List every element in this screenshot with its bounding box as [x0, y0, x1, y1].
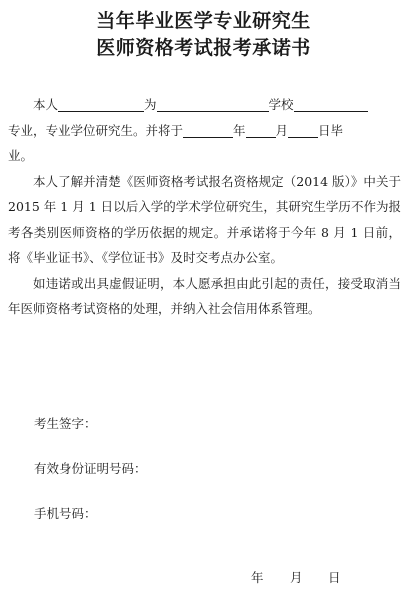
grad-day-blank[interactable] [288, 123, 318, 138]
pledge-line-1 [8, 92, 401, 118]
pledge-body [8, 92, 401, 322]
pledge-text-self: 本人 [33, 97, 59, 112]
pledge-paragraph-3: 如违诺或出具虚假证明，本人愿承担由此引起的责任，接受取消当年医师资格考试资格的处理，并纳入社会信用体系管理。 [8, 275, 401, 316]
pledge-text-day: 日毕 [318, 122, 344, 138]
id-number-label: 有效身份证明号码： [34, 461, 147, 476]
pledge-line-3: 业。 [8, 148, 34, 163]
phone-number-label: 手机号码： [34, 506, 97, 521]
pledge-text-year: 年 [233, 122, 246, 138]
school-blank[interactable] [157, 97, 269, 112]
grad-year-blank[interactable] [183, 123, 233, 138]
document-title-line1: 当年毕业医学专业研究生 [96, 10, 311, 32]
grad-month-blank[interactable] [246, 123, 276, 138]
pledge-text-school: 学校 [268, 97, 294, 112]
pledge-paragraph-2: 本人了解并清楚《医师资格考试报名资格规定（2014 版）》中关于 2015 年 1 月 1 日以后入学的学术学位研究生，其研究生学历不作为报考各类别医师资格的学历依据的规定。并承诺将于今年 8 月 1 日前，将《毕业证书》、《学位证书》及时交考点办公室。 [8, 173, 401, 265]
date-month-label: 月 [290, 570, 303, 585]
major-blank[interactable] [294, 97, 368, 112]
pledge-text-as: 为 [144, 97, 157, 112]
pledge-text-month: 月 [275, 122, 289, 138]
date-year-label: 年 [251, 570, 264, 585]
name-blank[interactable] [58, 97, 144, 112]
candidate-signature-label: 考生签字： [34, 416, 97, 431]
pledge-line-2 [8, 118, 401, 144]
document-title-line2: 医师资格考试报考承诺书 [96, 37, 311, 59]
pledge-text-major: 专业，专业学位研究生。并将于 [8, 122, 184, 138]
date-day-label: 日 [328, 570, 341, 585]
